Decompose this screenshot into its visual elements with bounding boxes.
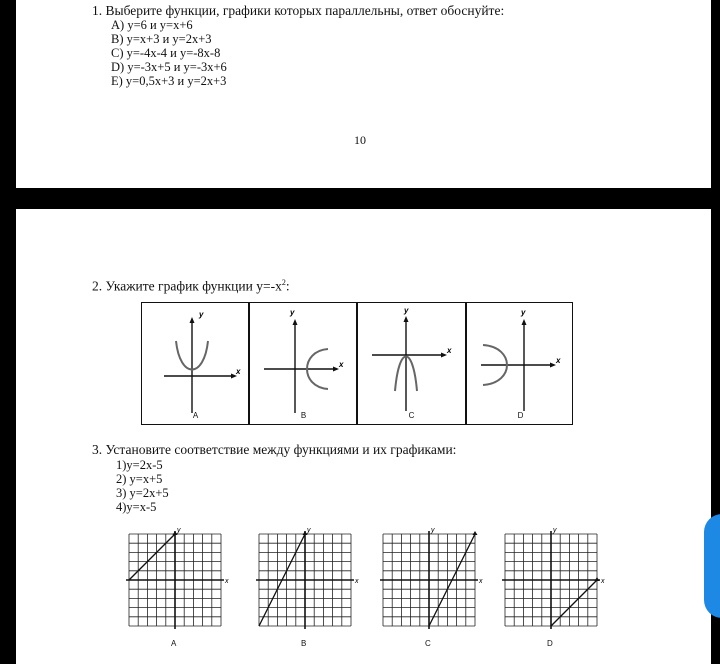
axis-y-label: y — [521, 308, 526, 317]
grid-label-c: C — [425, 639, 431, 648]
question-1-option-d: D) y=-3x+5 и y=-3x+6 — [111, 60, 227, 74]
graph-label-d: D — [517, 411, 524, 420]
axis-x-label: x — [447, 346, 452, 355]
worksheet-page-bottom — [16, 209, 711, 664]
worksheet-page-top — [16, 0, 711, 188]
grid-label-b: B — [301, 639, 307, 648]
page-number: 10 — [354, 133, 366, 147]
grid-label-a: A — [171, 639, 177, 648]
question-2-text: 2. Укажите график функции y=-x — [92, 278, 282, 294]
graph-label-a: A — [192, 411, 199, 420]
axis-y-label: y — [290, 308, 295, 317]
question-3-item-2: 2) y=x+5 — [116, 472, 163, 486]
coordinate-grid-d[interactable] — [496, 525, 606, 635]
axis-x-label: x — [236, 367, 241, 376]
grid-label-d: D — [547, 639, 553, 648]
axis-y-label: y — [553, 527, 557, 534]
function-line — [551, 580, 597, 626]
axis-y-label: y — [404, 306, 409, 315]
question-1-option-e: E) y=0,5x+3 и y=2x+3 — [111, 74, 227, 88]
coordinate-grid-a[interactable] — [120, 525, 230, 635]
graph-label-c: C — [408, 411, 415, 420]
axis-x-label: x — [225, 578, 229, 585]
side-panel-tab[interactable] — [704, 514, 720, 618]
axis-x-label: x — [479, 578, 483, 585]
question-1-option-b: B) y=x+3 и y=2x+3 — [111, 32, 212, 46]
question-2-superscript: 2 — [281, 278, 286, 287]
question-3-item-1: 1)y=2x-5 — [116, 458, 163, 472]
question-2-suffix: : — [285, 278, 290, 294]
line-arrow — [595, 577, 600, 581]
question-3-item-3: 3) y=2x+5 — [116, 486, 169, 500]
graph-label-b: B — [300, 411, 307, 420]
coordinate-grid-c[interactable] — [374, 525, 484, 635]
coordinate-grid-b[interactable] — [250, 525, 360, 635]
axis-x-label: x — [339, 360, 344, 369]
line-arrow — [473, 531, 478, 535]
question-1-option-a: A) y=6 и y=x+6 — [111, 18, 193, 32]
question-3-item-4: 4)y=x-5 — [116, 500, 157, 514]
question-1-option-c: C) y=-4x-4 и y=-8x-8 — [111, 46, 221, 60]
graph-panel-c[interactable] — [358, 303, 465, 424]
axis-y-label: y — [431, 527, 435, 534]
graph-panel-d[interactable] — [467, 303, 574, 424]
question-1-title: 1. Выберите функции, графики которых параллельны, ответ обоснуйте: — [92, 3, 505, 18]
axis-x-label: x — [601, 578, 605, 585]
axis-y-label: y — [307, 527, 311, 534]
function-line — [129, 534, 175, 580]
graph-panel-a[interactable] — [142, 303, 249, 424]
axis-y-label: y — [177, 527, 181, 534]
axis-x-label: x — [556, 356, 561, 365]
axis-y-label: y — [199, 310, 204, 319]
question-3-title: 3. Установите соответствие между функциями и их графиками: — [92, 442, 457, 457]
question-2-title — [92, 276, 290, 294]
axis-x-label: x — [355, 578, 359, 585]
graph-panel-b[interactable] — [250, 303, 357, 424]
